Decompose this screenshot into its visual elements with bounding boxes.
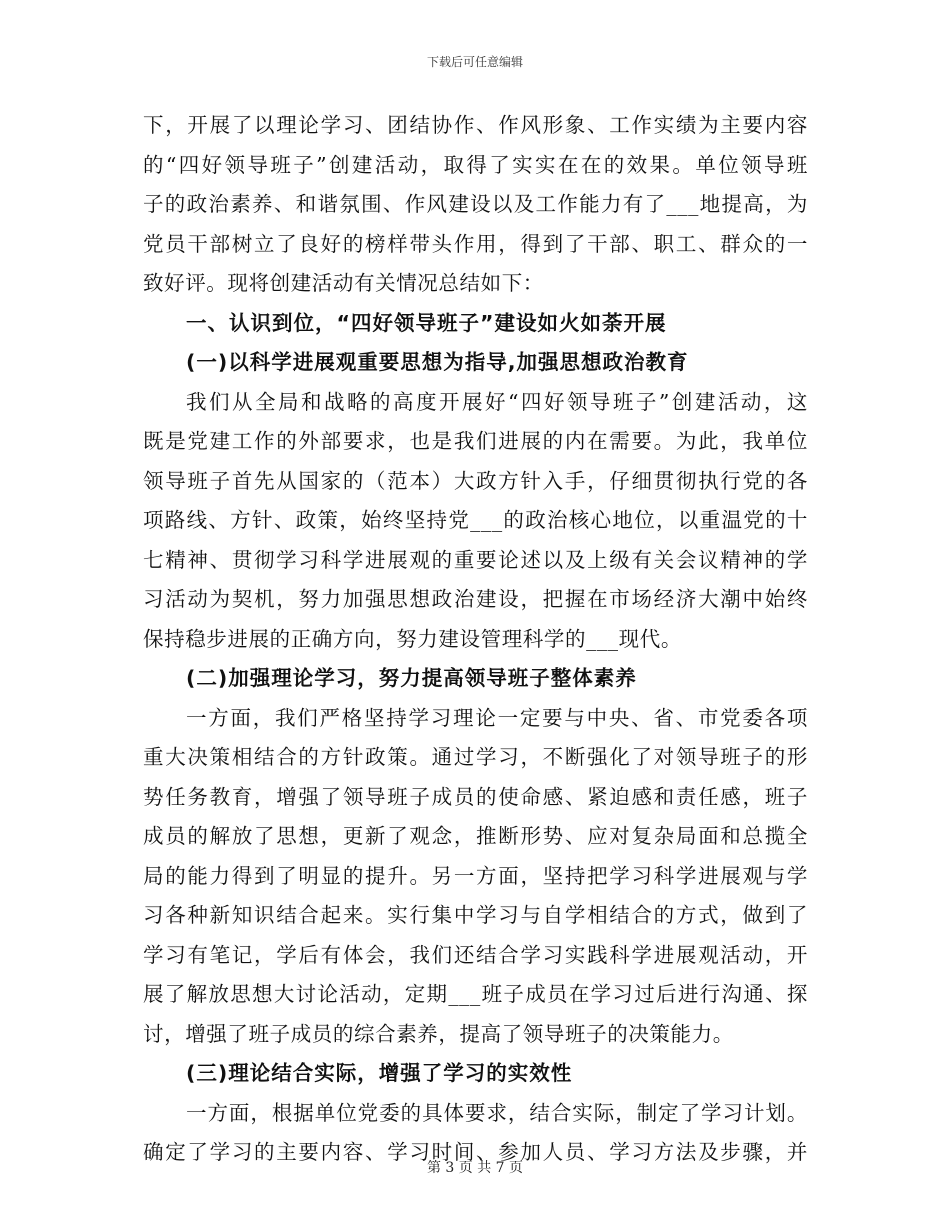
paragraph-line: 一方面，我们严格坚持学习理论一定要与中央、省、市党委各项 bbox=[186, 705, 808, 730]
paragraph-line: 一方面，根据单位党委的具体要求，结合实际，制定了学习计划。 bbox=[186, 1100, 808, 1125]
section-heading: (二)加强理论学习，努力提高领导班子整体素养 bbox=[186, 666, 637, 690]
document-body bbox=[143, 106, 808, 1173]
paragraph-line: 七精神、贯彻学习科学进展观的重要论述以及上级有关会议精神的学 bbox=[143, 547, 808, 572]
paragraph-line: 习各种新知识结合起来。实行集中学习与自学相结合的方式，做到了 bbox=[143, 903, 808, 927]
section-heading: 一、认识到位，“四好领导班子”建设如火如荼开展 bbox=[186, 310, 667, 335]
paragraph-line: 局的能力得到了明显的提升。另一方面，坚持把学习科学进展观与学 bbox=[143, 863, 808, 888]
paragraph-line: 我们从全局和战略的高度开展好“四好领导班子”创建活动，这 bbox=[186, 389, 808, 414]
paragraph-line: 成员的解放了思想，更新了观念，推断形势、应对复杂局面和总揽全 bbox=[143, 824, 808, 848]
paragraph-line: 保持稳步进展的正确方向，努力建设管理科学的___现代。 bbox=[143, 626, 682, 651]
paragraph-line: 展了解放思想大讨论活动，定期___班子成员在学习过后进行沟通、探 bbox=[143, 982, 808, 1006]
header-note: 下载后可任意编辑 bbox=[426, 55, 523, 69]
section-heading: (三)理论结合实际，增强了学习的实效性 bbox=[186, 1061, 573, 1085]
paragraph-line: 重大决策相结合的方针政策。通过学习，不断强化了对领导班子的形 bbox=[143, 745, 808, 769]
paragraph-line: 项路线、方针、政策，始终坚持党___的政治核心地位，以重温党的十 bbox=[143, 508, 808, 532]
paragraph-line: 势任务教育，增强了领导班子成员的使命感、紧迫感和责任感，班子 bbox=[143, 784, 808, 809]
paragraph-line: 致好评。现将创建活动有关情况总结如下： bbox=[143, 271, 544, 295]
paragraph-line: 既是党建工作的外部要求，也是我们进展的内在需要。为此，我单位 bbox=[143, 429, 808, 453]
paragraph-line: 习活动为契机，努力加强思想政治建设，把握在市场经济大潮中始终 bbox=[143, 587, 808, 611]
paragraph-line: 子的政治素养、和谐氛围、作风建设以及工作能力有了___地提高，为 bbox=[143, 192, 808, 216]
paragraph-line: 下，开展了以理论学习、团结协作、作风形象、工作实绩为主要内容 bbox=[143, 113, 808, 137]
paragraph-line: 确定了学习的主要内容、学习时间、参加人员、学习方法及步骤，并 bbox=[143, 1140, 808, 1164]
paragraph-line: 讨，增强了班子成员的综合素养，提高了领导班子的决策能力。 bbox=[143, 1021, 734, 1046]
paragraph-line: 学习有笔记，学后有体会，我们还结合学习实践科学进展观活动，开 bbox=[143, 942, 808, 967]
paragraph-line: 领导班子首先从国家的（范本）大政方针入手，仔细贯彻执行党的各 bbox=[143, 468, 808, 493]
page-number: 第 3 页 共 7 页 bbox=[426, 1160, 524, 1176]
section-heading: (一)以科学进展观重要思想为指导,加强思想政治教育 bbox=[186, 350, 689, 374]
paragraph-line: 党员干部树立了良好的榜样带头作用，得到了干部、职工、群众的一 bbox=[143, 231, 808, 256]
paragraph-line: 的“四好领导班子”创建活动，取得了实实在在的效果。单位领导班 bbox=[143, 152, 808, 177]
